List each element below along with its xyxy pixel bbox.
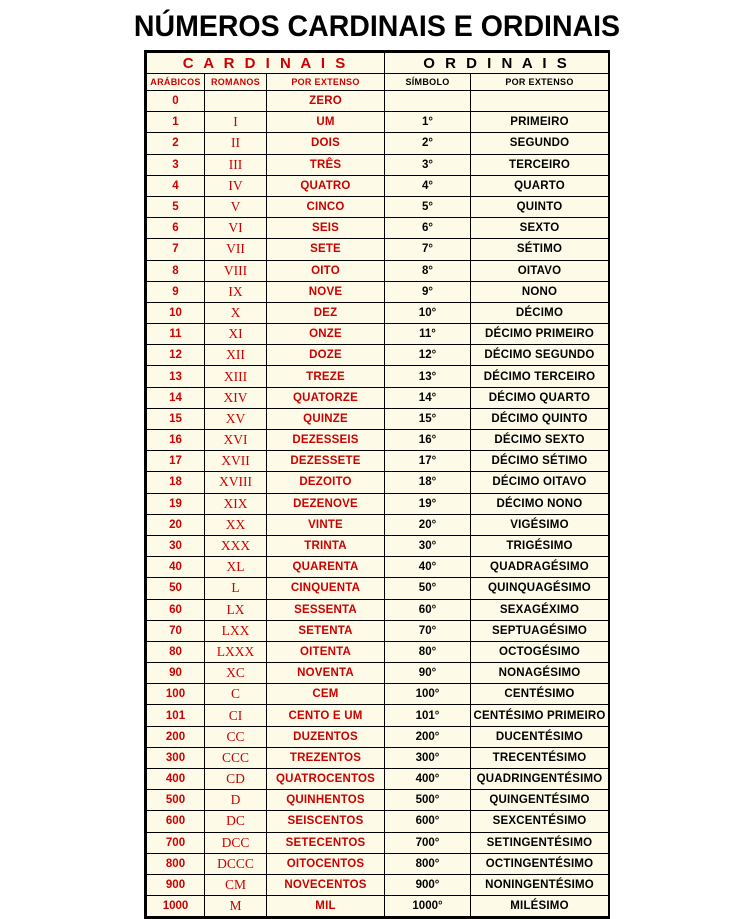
- cell-romano: CM: [205, 874, 267, 895]
- cell-ordinal-extenso: DUCENTÉSIMO: [471, 726, 609, 747]
- cell-romano: CI: [205, 705, 267, 726]
- cell-ordinal-extenso: DÉCIMO NONO: [471, 493, 609, 514]
- cell-arabico: 400: [147, 769, 205, 790]
- cell-arabico: 16: [147, 430, 205, 451]
- cell-arabico: 4: [147, 175, 205, 196]
- cell-romano: CC: [205, 726, 267, 747]
- cell-cardinal-extenso: CINQUENTA: [267, 578, 385, 599]
- cell-ordinal-simbolo: 17°: [385, 451, 471, 472]
- cell-ordinal-extenso: OCTOGÉSIMO: [471, 641, 609, 662]
- cell-romano: DCC: [205, 832, 267, 853]
- cell-cardinal-extenso: TRINTA: [267, 535, 385, 556]
- group-header-ordinais: O R D I N A I S: [385, 53, 609, 74]
- cell-ordinal-extenso: TERCEIRO: [471, 154, 609, 175]
- cell-ordinal-extenso: NONAGÉSIMO: [471, 663, 609, 684]
- cell-ordinal-simbolo: 70°: [385, 620, 471, 641]
- cell-cardinal-extenso: ZERO: [267, 91, 385, 112]
- cell-ordinal-extenso: DÉCIMO QUINTO: [471, 408, 609, 429]
- cell-arabico: 50: [147, 578, 205, 599]
- cell-arabico: 8: [147, 260, 205, 281]
- cell-cardinal-extenso: DOIS: [267, 133, 385, 154]
- cell-romano: XVIII: [205, 472, 267, 493]
- cell-cardinal-extenso: DEZOITO: [267, 472, 385, 493]
- cell-cardinal-extenso: NOVE: [267, 281, 385, 302]
- cell-cardinal-extenso: VINTE: [267, 514, 385, 535]
- cell-ordinal-extenso: TRECENTÉSIMO: [471, 747, 609, 768]
- cell-ordinal-extenso: DÉCIMO QUARTO: [471, 387, 609, 408]
- cell-ordinal-extenso: DÉCIMO SEXTO: [471, 430, 609, 451]
- cell-ordinal-extenso: SEPTUAGÉSIMO: [471, 620, 609, 641]
- cell-ordinal-extenso: DÉCIMO TERCEIRO: [471, 366, 609, 387]
- cell-ordinal-extenso: NONINGENTÉSIMO: [471, 874, 609, 895]
- cell-cardinal-extenso: DUZENTOS: [267, 726, 385, 747]
- cell-ordinal-simbolo: [385, 91, 471, 112]
- cell-ordinal-simbolo: 80°: [385, 641, 471, 662]
- table-row: [147, 620, 609, 641]
- cell-ordinal-extenso: CENTÉSIMO: [471, 684, 609, 705]
- table-row: [147, 260, 609, 281]
- cell-ordinal-extenso: QUARTO: [471, 175, 609, 196]
- cell-arabico: 10: [147, 302, 205, 323]
- cell-ordinal-extenso: SÉTIMO: [471, 239, 609, 260]
- cell-cardinal-extenso: TREZE: [267, 366, 385, 387]
- cell-ordinal-extenso: OITAVO: [471, 260, 609, 281]
- cell-romano: DCCC: [205, 853, 267, 874]
- cell-ordinal-simbolo: 15°: [385, 408, 471, 429]
- cell-ordinal-extenso: SETINGENTÉSIMO: [471, 832, 609, 853]
- cell-ordinal-extenso: PRIMEIRO: [471, 112, 609, 133]
- cell-cardinal-extenso: OITENTA: [267, 641, 385, 662]
- cell-ordinal-extenso: TRIGÉSIMO: [471, 535, 609, 556]
- cell-arabico: 101: [147, 705, 205, 726]
- cell-ordinal-simbolo: 20°: [385, 514, 471, 535]
- cell-romano: CD: [205, 769, 267, 790]
- group-header-cardinais: C A R D I N A I S: [147, 53, 385, 74]
- cell-cardinal-extenso: MIL: [267, 896, 385, 917]
- cell-cardinal-extenso: SEISCENTOS: [267, 811, 385, 832]
- table-header: [147, 53, 609, 91]
- cell-romano: XVII: [205, 451, 267, 472]
- cell-romano: I: [205, 112, 267, 133]
- cell-cardinal-extenso: OITOCENTOS: [267, 853, 385, 874]
- cell-ordinal-simbolo: 2°: [385, 133, 471, 154]
- cell-arabico: 40: [147, 557, 205, 578]
- cell-romano: XIX: [205, 493, 267, 514]
- cell-romano: XII: [205, 345, 267, 366]
- table-row: [147, 366, 609, 387]
- cell-arabico: 15: [147, 408, 205, 429]
- table-row: [147, 705, 609, 726]
- table-row: [147, 387, 609, 408]
- cell-ordinal-simbolo: 1°: [385, 112, 471, 133]
- cell-romano: XIII: [205, 366, 267, 387]
- cell-arabico: 20: [147, 514, 205, 535]
- cell-ordinal-simbolo: 90°: [385, 663, 471, 684]
- cell-romano: XC: [205, 663, 267, 684]
- cell-ordinal-simbolo: 11°: [385, 324, 471, 345]
- cell-romano: XIV: [205, 387, 267, 408]
- table-row: [147, 430, 609, 451]
- cell-cardinal-extenso: QUINHENTOS: [267, 790, 385, 811]
- column-header-por-extenso-cardinal: POR EXTENSO: [267, 74, 385, 91]
- cell-ordinal-simbolo: 200°: [385, 726, 471, 747]
- table-row: [147, 175, 609, 196]
- table-row: [147, 493, 609, 514]
- cell-arabico: 700: [147, 832, 205, 853]
- cell-arabico: 90: [147, 663, 205, 684]
- table-row: [147, 726, 609, 747]
- cell-cardinal-extenso: CINCO: [267, 196, 385, 217]
- table-row: [147, 451, 609, 472]
- cell-cardinal-extenso: SETECENTOS: [267, 832, 385, 853]
- cell-ordinal-simbolo: 4°: [385, 175, 471, 196]
- cell-ordinal-extenso: SEXAGÉXIMO: [471, 599, 609, 620]
- cell-romano: X: [205, 302, 267, 323]
- cell-ordinal-simbolo: 100°: [385, 684, 471, 705]
- table-row: [147, 874, 609, 895]
- cell-ordinal-simbolo: 60°: [385, 599, 471, 620]
- cell-ordinal-extenso: DÉCIMO: [471, 302, 609, 323]
- cell-cardinal-extenso: QUATORZE: [267, 387, 385, 408]
- cell-arabico: 6: [147, 218, 205, 239]
- cell-ordinal-simbolo: 16°: [385, 430, 471, 451]
- cell-ordinal-extenso: QUADRINGENTÉSIMO: [471, 769, 609, 790]
- table-row: [147, 684, 609, 705]
- cell-ordinal-simbolo: 800°: [385, 853, 471, 874]
- cell-ordinal-extenso: OCTINGENTÉSIMO: [471, 853, 609, 874]
- cell-romano: XV: [205, 408, 267, 429]
- cell-cardinal-extenso: SETENTA: [267, 620, 385, 641]
- table-row: [147, 218, 609, 239]
- cell-romano: LXX: [205, 620, 267, 641]
- cell-ordinal-simbolo: 10°: [385, 302, 471, 323]
- cell-arabico: 11: [147, 324, 205, 345]
- cell-arabico: 2: [147, 133, 205, 154]
- cell-ordinal-simbolo: 30°: [385, 535, 471, 556]
- table-row: [147, 811, 609, 832]
- cell-ordinal-extenso: CENTÉSIMO PRIMEIRO: [471, 705, 609, 726]
- table-row: [147, 133, 609, 154]
- table-row: [147, 239, 609, 260]
- cell-ordinal-simbolo: 300°: [385, 747, 471, 768]
- cell-cardinal-extenso: TRÊS: [267, 154, 385, 175]
- table-row: [147, 408, 609, 429]
- cell-ordinal-simbolo: 5°: [385, 196, 471, 217]
- table-row: [147, 557, 609, 578]
- column-header-arabicos: ARÁBICOS: [147, 74, 205, 91]
- cell-ordinal-extenso: NONO: [471, 281, 609, 302]
- cell-arabico: 300: [147, 747, 205, 768]
- table-row: [147, 324, 609, 345]
- table-row: [147, 599, 609, 620]
- cell-ordinal-simbolo: 50°: [385, 578, 471, 599]
- cell-ordinal-extenso: SEGUNDO: [471, 133, 609, 154]
- cell-ordinal-simbolo: 18°: [385, 472, 471, 493]
- cell-romano: VIII: [205, 260, 267, 281]
- table-row: [147, 853, 609, 874]
- cell-romano: [205, 91, 267, 112]
- cell-romano: II: [205, 133, 267, 154]
- cell-arabico: 800: [147, 853, 205, 874]
- table-row: [147, 281, 609, 302]
- cell-romano: L: [205, 578, 267, 599]
- cell-arabico: 900: [147, 874, 205, 895]
- cell-arabico: 9: [147, 281, 205, 302]
- cell-romano: XVI: [205, 430, 267, 451]
- numbers-table: [146, 52, 609, 917]
- column-header-simbolo: SÍMBOLO: [385, 74, 471, 91]
- cell-arabico: 30: [147, 535, 205, 556]
- cell-arabico: 1: [147, 112, 205, 133]
- cell-arabico: 80: [147, 641, 205, 662]
- cell-ordinal-extenso: DÉCIMO PRIMEIRO: [471, 324, 609, 345]
- cell-ordinal-simbolo: 3°: [385, 154, 471, 175]
- cell-ordinal-simbolo: 12°: [385, 345, 471, 366]
- cell-romano: VI: [205, 218, 267, 239]
- table-row: [147, 196, 609, 217]
- cell-ordinal-extenso: [471, 91, 609, 112]
- cell-ordinal-simbolo: 40°: [385, 557, 471, 578]
- cell-romano: V: [205, 196, 267, 217]
- cell-cardinal-extenso: DEZESSEIS: [267, 430, 385, 451]
- cell-ordinal-extenso: MILÉSIMO: [471, 896, 609, 917]
- cell-arabico: 18: [147, 472, 205, 493]
- cell-romano: LX: [205, 599, 267, 620]
- cell-romano: XXX: [205, 535, 267, 556]
- cell-arabico: 500: [147, 790, 205, 811]
- cell-arabico: 100: [147, 684, 205, 705]
- cell-arabico: 200: [147, 726, 205, 747]
- cell-ordinal-extenso: DÉCIMO SEGUNDO: [471, 345, 609, 366]
- table-row: [147, 790, 609, 811]
- cell-romano: VII: [205, 239, 267, 260]
- column-header-romanos: ROMANOS: [205, 74, 267, 91]
- cell-ordinal-simbolo: 900°: [385, 874, 471, 895]
- cell-arabico: 13: [147, 366, 205, 387]
- cell-ordinal-extenso: QUADRAGÉSIMO: [471, 557, 609, 578]
- column-header-por-extenso-ordinal: POR EXTENSO: [471, 74, 609, 91]
- cell-arabico: 5: [147, 196, 205, 217]
- table-row: [147, 514, 609, 535]
- cell-cardinal-extenso: CEM: [267, 684, 385, 705]
- cell-arabico: 70: [147, 620, 205, 641]
- cell-arabico: 7: [147, 239, 205, 260]
- cell-ordinal-extenso: QUINTO: [471, 196, 609, 217]
- cell-cardinal-extenso: ONZE: [267, 324, 385, 345]
- table-row: [147, 154, 609, 175]
- cell-cardinal-extenso: QUATROCENTOS: [267, 769, 385, 790]
- cell-romano: M: [205, 896, 267, 917]
- table-row: [147, 896, 609, 917]
- cell-cardinal-extenso: DEZESSETE: [267, 451, 385, 472]
- cell-romano: XL: [205, 557, 267, 578]
- cell-cardinal-extenso: SETE: [267, 239, 385, 260]
- cell-ordinal-simbolo: 6°: [385, 218, 471, 239]
- cell-cardinal-extenso: QUINZE: [267, 408, 385, 429]
- cell-romano: IV: [205, 175, 267, 196]
- table-row: [147, 747, 609, 768]
- cell-cardinal-extenso: OITO: [267, 260, 385, 281]
- cell-arabico: 14: [147, 387, 205, 408]
- table-row: [147, 663, 609, 684]
- cell-ordinal-simbolo: 600°: [385, 811, 471, 832]
- cell-ordinal-simbolo: 700°: [385, 832, 471, 853]
- cell-ordinal-simbolo: 1000°: [385, 896, 471, 917]
- cell-romano: DC: [205, 811, 267, 832]
- cell-arabico: 17: [147, 451, 205, 472]
- cell-cardinal-extenso: TREZENTOS: [267, 747, 385, 768]
- table-row: [147, 345, 609, 366]
- table-body: [147, 91, 609, 917]
- numbers-table-container: [144, 50, 610, 919]
- cell-romano: C: [205, 684, 267, 705]
- table-row: [147, 578, 609, 599]
- cell-cardinal-extenso: UM: [267, 112, 385, 133]
- cell-ordinal-simbolo: 19°: [385, 493, 471, 514]
- table-row: [147, 112, 609, 133]
- table-row: [147, 641, 609, 662]
- cell-ordinal-simbolo: 400°: [385, 769, 471, 790]
- cell-romano: XI: [205, 324, 267, 345]
- cell-romano: LXXX: [205, 641, 267, 662]
- table-row: [147, 535, 609, 556]
- cell-ordinal-extenso: DÉCIMO SÉTIMO: [471, 451, 609, 472]
- cell-ordinal-simbolo: 13°: [385, 366, 471, 387]
- cell-cardinal-extenso: CENTO E UM: [267, 705, 385, 726]
- page-title: NÚMEROS CARDINAIS E ORDINAIS: [133, 10, 621, 43]
- cell-ordinal-extenso: SEXCENTÉSIMO: [471, 811, 609, 832]
- cell-cardinal-extenso: QUARENTA: [267, 557, 385, 578]
- cell-ordinal-extenso: SEXTO: [471, 218, 609, 239]
- cell-arabico: 19: [147, 493, 205, 514]
- cell-ordinal-extenso: QUINQUAGÉSIMO: [471, 578, 609, 599]
- table-row: [147, 769, 609, 790]
- cell-ordinal-simbolo: 101°: [385, 705, 471, 726]
- cell-ordinal-extenso: DÉCIMO OITAVO: [471, 472, 609, 493]
- cell-ordinal-extenso: VIGÉSIMO: [471, 514, 609, 535]
- cell-arabico: 60: [147, 599, 205, 620]
- table-row: [147, 302, 609, 323]
- cell-cardinal-extenso: NOVENTA: [267, 663, 385, 684]
- group-header-row: [147, 53, 609, 74]
- cell-ordinal-extenso: QUINGENTÉSIMO: [471, 790, 609, 811]
- cell-romano: IX: [205, 281, 267, 302]
- cell-arabico: 0: [147, 91, 205, 112]
- table-row: [147, 91, 609, 112]
- cell-ordinal-simbolo: 7°: [385, 239, 471, 260]
- column-header-row: [147, 74, 609, 91]
- cell-ordinal-simbolo: 9°: [385, 281, 471, 302]
- cell-arabico: 3: [147, 154, 205, 175]
- cell-romano: D: [205, 790, 267, 811]
- cell-cardinal-extenso: SEIS: [267, 218, 385, 239]
- cell-romano: III: [205, 154, 267, 175]
- table-row: [147, 832, 609, 853]
- cell-cardinal-extenso: NOVECENTOS: [267, 874, 385, 895]
- cell-arabico: 1000: [147, 896, 205, 917]
- cell-cardinal-extenso: QUATRO: [267, 175, 385, 196]
- cell-romano: CCC: [205, 747, 267, 768]
- cell-cardinal-extenso: DOZE: [267, 345, 385, 366]
- cell-ordinal-simbolo: 500°: [385, 790, 471, 811]
- cell-arabico: 12: [147, 345, 205, 366]
- cell-cardinal-extenso: DEZ: [267, 302, 385, 323]
- cell-arabico: 600: [147, 811, 205, 832]
- cell-ordinal-simbolo: 8°: [385, 260, 471, 281]
- cell-ordinal-simbolo: 14°: [385, 387, 471, 408]
- cell-cardinal-extenso: DEZENOVE: [267, 493, 385, 514]
- cell-romano: XX: [205, 514, 267, 535]
- table-row: [147, 472, 609, 493]
- cell-cardinal-extenso: SESSENTA: [267, 599, 385, 620]
